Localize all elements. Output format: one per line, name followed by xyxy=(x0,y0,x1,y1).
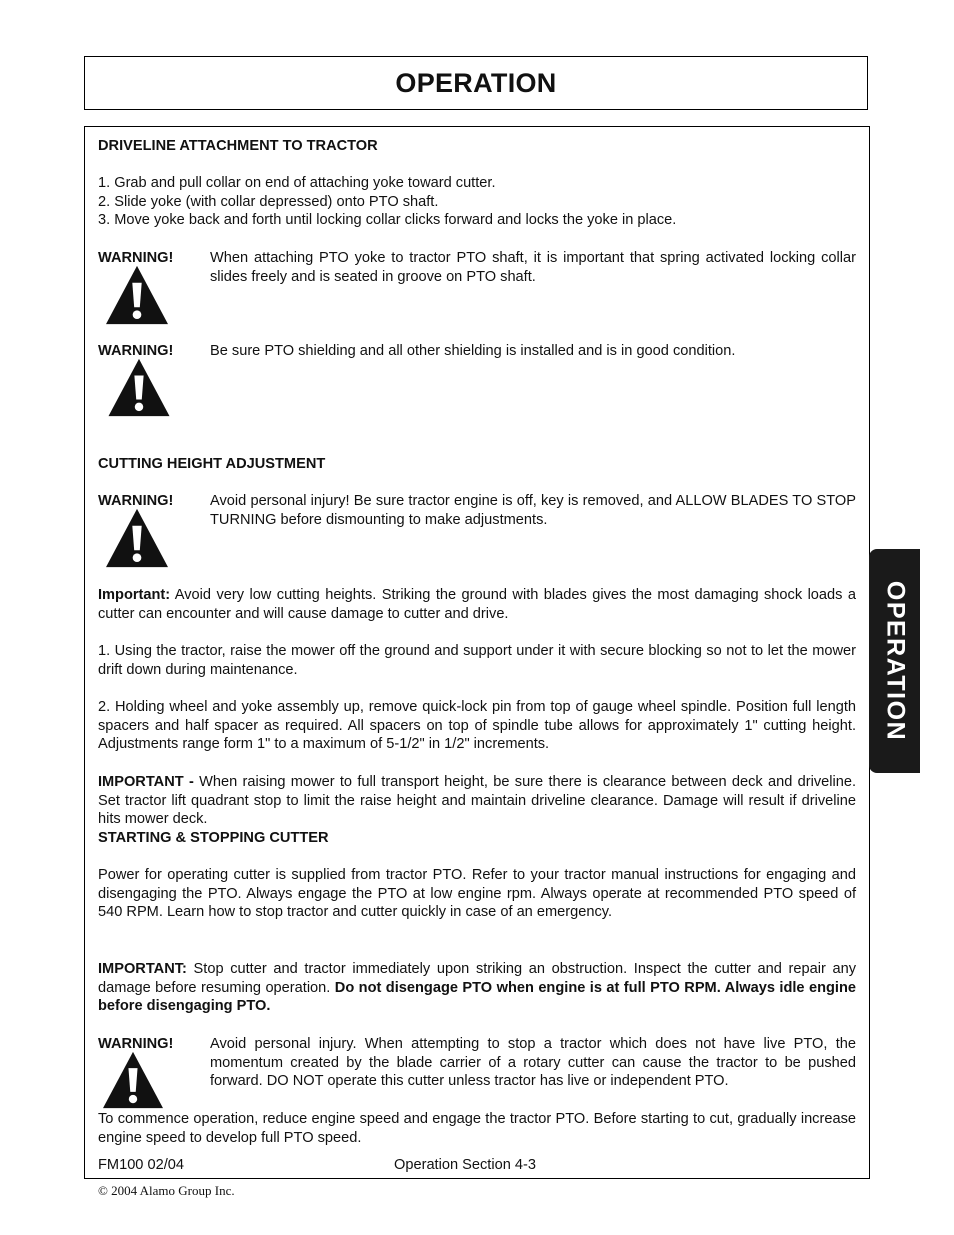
important-note-2 xyxy=(98,773,856,829)
warning-text-1: When attaching PTO yoke to tractor PTO shaft, it is important that spring activated locking collar slides freely and is seated in groove on PTO shaft. xyxy=(210,250,856,285)
page-title: OPERATION xyxy=(395,67,557,98)
warning-text-4: Avoid personal injury. When attempting to stop a tractor which does not have live PTO, the momentum created by the blade carrier of a rotary cutter can cause the tractor to be pushed forward. DO NOT operate this cutter unless tractor has live or independent PTO. xyxy=(210,1036,856,1090)
footer-section: Operation Section 4-3 xyxy=(394,1157,536,1173)
driveline-step-2: 2. Slide yoke (with collar depressed) onto PTO shaft. xyxy=(98,193,439,210)
section-side-tab xyxy=(869,549,920,773)
warning-triangle-icon xyxy=(100,1050,166,1110)
side-tab-label: OPERATION xyxy=(881,580,909,742)
warning-label-2: WARNING! xyxy=(98,343,174,359)
driveline-steps xyxy=(98,174,856,230)
closing-paragraph: To commence operation, reduce engine speed and engage the tractor PTO. Before starting to cut, gradually increase engine speed to develop full PTO speed. xyxy=(98,1111,856,1146)
starting-heading: STARTING & STOPPING CUTTER xyxy=(98,830,329,846)
warning-label-4: WARNING! xyxy=(98,1036,174,1052)
footer-model: FM100 02/04 xyxy=(98,1157,184,1173)
warning-label-1: WARNING! xyxy=(98,250,174,266)
driveline-step-1: 1. Grab and pull collar on end of attaching yoke toward cutter. xyxy=(98,175,496,191)
driveline-step-3: 3. Move yoke back and forth until locking collar clicks forward and locks the yoke in place. xyxy=(98,212,677,229)
warning-text-2: Be sure PTO shielding and all other shielding is installed and is in good condition. xyxy=(210,343,736,359)
important-note-1 xyxy=(98,586,856,623)
important-text-1: Avoid very low cutting heights. Striking the ground with blades gives the most damaging shock loads a cutter can encounter and will cause damage to cutter and drive. xyxy=(98,587,856,622)
important-note-3 xyxy=(98,960,856,1016)
warning-triangle-icon xyxy=(106,357,172,418)
important-bold-3: Do not disengage PTO when engine is at full PTO RPM. Always idle engine before disengaging PTO. xyxy=(98,979,856,1015)
important-text-3: Stop cutter and tractor immediately upon striking an obstruction. Inspect the cutter and repair any damage before resuming operation. xyxy=(98,961,856,996)
important-label-3: IMPORTANT: xyxy=(98,961,187,977)
warning-triangle-icon xyxy=(104,264,170,326)
driveline-heading: DRIVELINE ATTACHMENT TO TRACTOR xyxy=(98,138,378,154)
warning-triangle-icon xyxy=(104,507,170,569)
height-step-2: 2. Holding wheel and yoke assembly up, remove quick-lock pin from top of gauge wheel spindle. Position full length spacers and half spacer as required. All spacers on top of spindle tube allows for approximately 1" cutting height. Adjustments range form 1" to a maximum of 5-1/2" in 1/2" increments. xyxy=(98,699,856,753)
important-label-2: IMPORTANT - xyxy=(98,774,194,790)
warning-text-3: Avoid personal injury! Be sure tractor engine is off, key is removed, and ALLOW BLADES TO STOP TURNING before dismounting to make adjustments. xyxy=(210,493,856,528)
page-title-box xyxy=(84,56,868,110)
important-label-1: Important: xyxy=(98,587,171,603)
starting-paragraph: Power for operating cutter is supplied from tractor PTO. Refer to your tractor manual instructions for engaging and disengaging the PTO. Always engage the PTO at low engine rpm. Always operate at recommended PTO speed of 540 RPM. Learn how to stop tractor and cutter quickly in case of an emergency. xyxy=(98,867,856,921)
warning-label-3: WARNING! xyxy=(98,493,174,509)
important-text-2: When raising mower to full transport height, be sure there is clearance between deck and driveline. Set tractor lift quadrant stop to limit the raise height and maintain driveline clearance. Damage will result if driveline hits mower deck. xyxy=(98,774,857,828)
footer-copyright: © 2004 Alamo Group Inc. xyxy=(98,1183,235,1198)
height-step-1: 1. Using the tractor, raise the mower off the ground and support under it with secure blocking so not to let the mower drift down during maintenance. xyxy=(98,643,856,678)
cutting-height-heading: CUTTING HEIGHT ADJUSTMENT xyxy=(98,456,326,472)
